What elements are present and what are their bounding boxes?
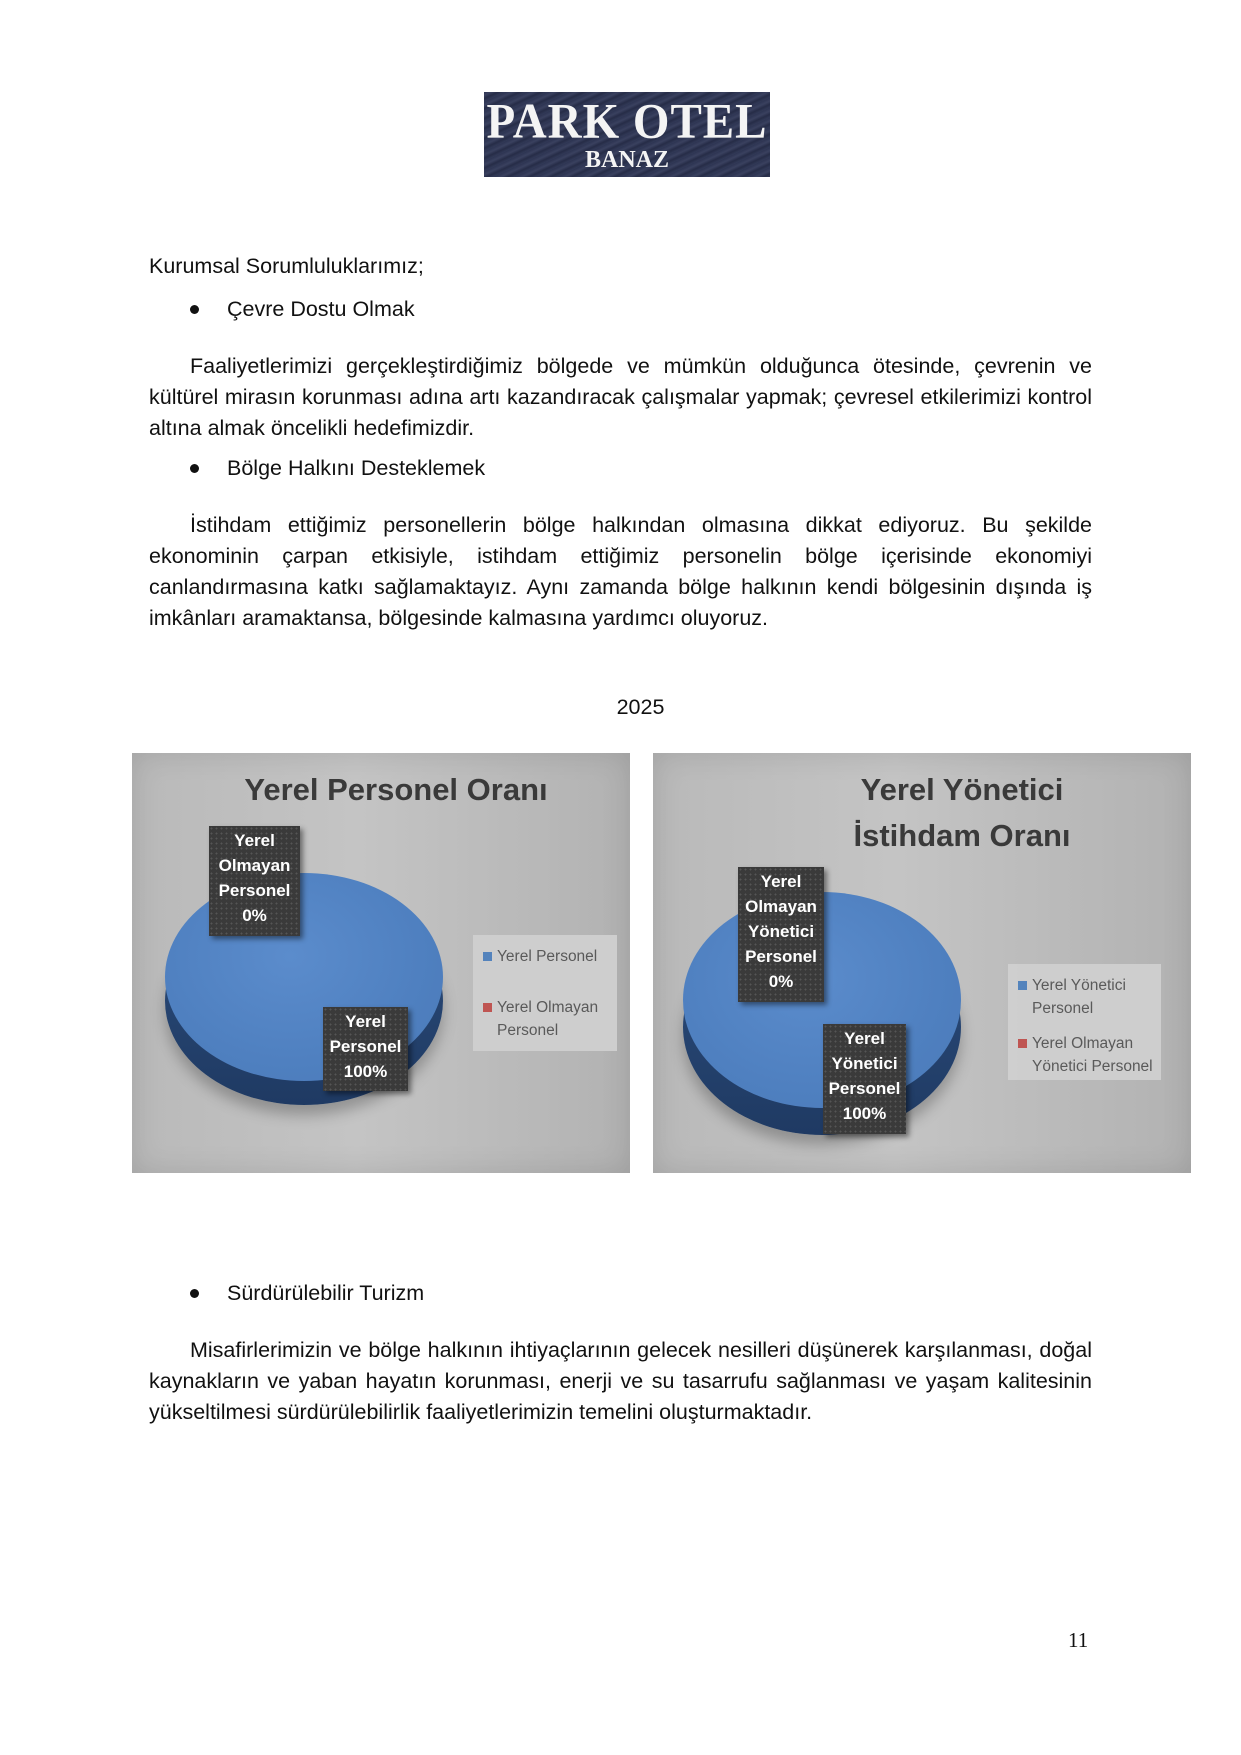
legend-item: Yerel Olmayan Yönetici Personel (1016, 1032, 1153, 1078)
logo-title: PARK OTEL (486, 94, 768, 150)
legend-item: Yerel Personel (481, 945, 609, 968)
legend-item: Yerel Olmayan Personel (481, 996, 609, 1042)
paragraph-bolge (149, 510, 1092, 634)
chart-title: Yerel Yönetici İstihdam Oranı (853, 772, 1071, 853)
pie-chart-yerel-yonetici (653, 753, 1191, 1173)
logo-subtitle: BANAZ (584, 147, 669, 173)
bullet-item-turizm (190, 1278, 424, 1309)
data-label-yerel-olmayan: Yerel Olmayan Personel 0% (209, 826, 300, 936)
paragraph-cevre (149, 351, 1092, 444)
bullet-label: Çevre Dostu Olmak (227, 297, 415, 321)
legend-swatch-red-icon (1018, 1039, 1027, 1048)
page-number: 11 (1068, 1628, 1089, 1652)
legend-swatch-blue-icon (483, 952, 492, 961)
bullet-label: Sürdürülebilir Turizm (227, 1281, 425, 1305)
paragraph-text: İstihdam ettiğimiz personellerin bölge halkından olmasına dikkat ediyoruz. Bu şekilde ekonominin çarpan etkisiyle, istihdam ettiğimiz personelin bölge içerisinde ekonomiyi canlandırmasına katkı sağlamaktayız. Aynı zamanda bölge halkının kendi bölgesinin dışında iş imkânları aramaktansa, bölgesinde kalmasına yardımcı oluyoruz. (149, 513, 1092, 630)
legend-swatch-red-icon (483, 1003, 492, 1012)
data-label-yerel-yonetici: Yerel Yönetici Personel 100% (823, 1024, 906, 1134)
chart-legend (473, 935, 617, 1051)
bullet-icon (190, 1289, 199, 1298)
paragraph-text: Misafirlerimizin ve bölge halkının ihtiyaçlarının gelecek nesilleri düşünerek karşılanması, doğal kaynakların ve yaban hayatın korunması, enerji ve su tasarrufu sağlanması ve yaşam kalitesinin yükseltilmesi sürdürülebilirlik faaliyetlerimizin temelini oluşturmaktadır. (149, 1338, 1092, 1424)
paragraph-turizm (149, 1335, 1092, 1428)
chart-legend (1008, 964, 1161, 1080)
chart-title: Yerel Personel Oranı (244, 772, 548, 807)
hotel-logo (484, 92, 770, 177)
bullet-item-bolge (190, 453, 485, 484)
legend-item: Yerel Yönetici Personel (1016, 974, 1153, 1020)
legend-swatch-blue-icon (1018, 981, 1027, 990)
bullet-item-cevre (190, 294, 415, 325)
data-label-yerel: Yerel Personel 100% (323, 1007, 408, 1091)
bullet-icon (190, 305, 199, 314)
section-heading: Kurumsal Sorumluluklarımız; (149, 254, 424, 278)
bullet-icon (190, 464, 199, 473)
pie-chart-yerel-personel (132, 753, 630, 1173)
paragraph-text: Faaliyetlerimizi gerçekleştirdiğimiz bölgede ve mümkün olduğunca ötesinde, çevrenin ve kültürel mirasın korunması adına artı kazandıracak çalışmalar yapmak; çevresel etkilerimizi kontrol altına almak öncelikli hedefimizdir. (149, 354, 1092, 440)
bullet-label: Bölge Halkını Desteklemek (227, 456, 486, 480)
data-label-yerel-olmayan-yonetici: Yerel Olmayan Yönetici Personel 0% (738, 867, 824, 1002)
year-label: 2025 (616, 695, 665, 719)
